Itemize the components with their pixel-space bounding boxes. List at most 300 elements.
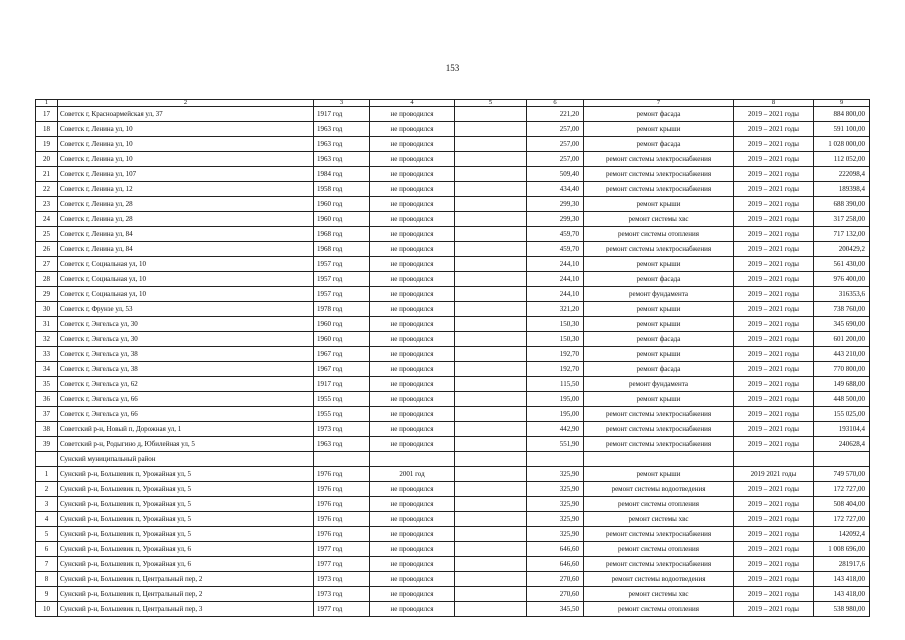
column-5-cell — [455, 422, 527, 437]
period-cell: 2019 – 2021 годы — [734, 602, 814, 617]
column-5-cell — [455, 287, 527, 302]
area-cell: 150,30 — [527, 317, 584, 332]
period-cell: 2019 – 2021 годы — [734, 227, 814, 242]
cost-cell: 443 210,00 — [814, 347, 870, 362]
work-type-cell: ремонт фасада — [584, 107, 734, 122]
table-row — [36, 467, 870, 482]
column-header: 5 — [455, 100, 527, 107]
area-cell: 244,10 — [527, 272, 584, 287]
last-repair-year-cell: не проводился — [370, 587, 455, 602]
year-built-cell: 1957 год — [314, 272, 370, 287]
area-cell: 270,60 — [527, 587, 584, 602]
year-built-cell: 1917 год — [314, 377, 370, 392]
table-row — [36, 392, 870, 407]
section-empty-cell — [455, 452, 527, 467]
last-repair-year-cell: не проводился — [370, 527, 455, 542]
period-cell: 2019 – 2021 годы — [734, 437, 814, 452]
cost-cell: 316353,6 — [814, 287, 870, 302]
section-row — [36, 452, 870, 467]
column-5-cell — [455, 332, 527, 347]
area-cell: 221,20 — [527, 107, 584, 122]
area-cell: 459,70 — [527, 242, 584, 257]
last-repair-year-cell: не проводился — [370, 302, 455, 317]
area-cell: 509,40 — [527, 167, 584, 182]
column-5-cell — [455, 347, 527, 362]
column-5-cell — [455, 572, 527, 587]
column-5-cell — [455, 392, 527, 407]
period-cell: 2019 – 2021 годы — [734, 197, 814, 212]
area-cell: 459,70 — [527, 227, 584, 242]
area-cell: 325,90 — [527, 467, 584, 482]
area-cell: 325,90 — [527, 482, 584, 497]
row-number-cell: 21 — [36, 167, 58, 182]
row-number-cell: 27 — [36, 257, 58, 272]
cost-cell: 738 760,00 — [814, 302, 870, 317]
area-cell: 646,60 — [527, 557, 584, 572]
period-cell: 2019 – 2021 годы — [734, 407, 814, 422]
last-repair-year-cell: не проводился — [370, 602, 455, 617]
row-number-cell: 17 — [36, 107, 58, 122]
row-number-cell: 39 — [36, 437, 58, 452]
address-cell: Сунский р-н, Большевик п, Урожайная ул, 5 — [58, 512, 314, 527]
address-cell: Советск г, Ленина ул, 28 — [58, 197, 314, 212]
cost-cell: 143 418,00 — [814, 587, 870, 602]
last-repair-year-cell: не проводился — [370, 422, 455, 437]
address-cell: Советск г, Социальная ул, 10 — [58, 272, 314, 287]
work-type-cell: ремонт системы водоотведения — [584, 482, 734, 497]
address-cell: Советский р-н, Новый п, Дорожная ул, 1 — [58, 422, 314, 437]
period-cell: 2019 – 2021 годы — [734, 152, 814, 167]
table-row — [36, 497, 870, 512]
address-cell: Советск г, Энгельса ул, 30 — [58, 317, 314, 332]
work-type-cell: ремонт крыши — [584, 197, 734, 212]
period-cell: 2019 – 2021 годы — [734, 362, 814, 377]
work-type-cell: ремонт системы электроснабжения — [584, 242, 734, 257]
year-built-cell: 1976 год — [314, 497, 370, 512]
section-empty-cell — [814, 452, 870, 467]
row-number-cell: 38 — [36, 422, 58, 437]
column-5-cell — [455, 482, 527, 497]
cost-cell: 317 258,00 — [814, 212, 870, 227]
address-cell: Сунский р-н, Большевик п, Центральный пер, 3 — [58, 602, 314, 617]
work-type-cell: ремонт системы электроснабжения — [584, 167, 734, 182]
cost-cell: 172 727,00 — [814, 482, 870, 497]
column-header: 4 — [370, 100, 455, 107]
cost-cell: 112 052,00 — [814, 152, 870, 167]
row-number-cell: 9 — [36, 587, 58, 602]
row-number-cell: 19 — [36, 137, 58, 152]
address-cell: Сунский р-н, Большевик п, Урожайная ул, 6 — [58, 542, 314, 557]
table-row — [36, 152, 870, 167]
table-row — [36, 587, 870, 602]
area-cell: 270,60 — [527, 572, 584, 587]
column-5-cell — [455, 272, 527, 287]
address-cell: Советск г, Социальная ул, 10 — [58, 287, 314, 302]
column-5-cell — [455, 122, 527, 137]
column-5-cell — [455, 152, 527, 167]
cost-cell: 538 980,00 — [814, 602, 870, 617]
work-type-cell: ремонт крыши — [584, 392, 734, 407]
work-type-cell: ремонт системы электроснабжения — [584, 422, 734, 437]
cost-cell: 770 800,00 — [814, 362, 870, 377]
column-5-cell — [455, 602, 527, 617]
address-cell: Советск г, Красноармейская ул, 37 — [58, 107, 314, 122]
table-row — [36, 227, 870, 242]
last-repair-year-cell: не проводился — [370, 542, 455, 557]
address-cell: Сунский р-н, Большевик п, Урожайная ул, 5 — [58, 497, 314, 512]
address-cell: Советск г, Фрунзе ул, 53 — [58, 302, 314, 317]
address-cell: Советск г, Ленина ул, 10 — [58, 137, 314, 152]
period-cell: 2019 – 2021 годы — [734, 347, 814, 362]
table-row — [36, 347, 870, 362]
table-row — [36, 257, 870, 272]
work-type-cell: ремонт крыши — [584, 317, 734, 332]
period-cell: 2019 – 2021 годы — [734, 122, 814, 137]
work-type-cell: ремонт фундамента — [584, 287, 734, 302]
year-built-cell: 1963 год — [314, 137, 370, 152]
period-cell: 2019 – 2021 годы — [734, 242, 814, 257]
year-built-cell: 1917 год — [314, 107, 370, 122]
row-number-cell: 35 — [36, 377, 58, 392]
work-type-cell: ремонт системы хвс — [584, 587, 734, 602]
year-built-cell: 1955 год — [314, 407, 370, 422]
period-cell: 2019 – 2021 годы — [734, 107, 814, 122]
year-built-cell: 1978 год — [314, 302, 370, 317]
section-number-cell — [36, 452, 58, 467]
table-row — [36, 542, 870, 557]
year-built-cell: 1977 год — [314, 542, 370, 557]
cost-cell: 193104,4 — [814, 422, 870, 437]
work-type-cell: ремонт крыши — [584, 467, 734, 482]
table-row — [36, 272, 870, 287]
cost-cell: 172 727,00 — [814, 512, 870, 527]
section-empty-cell — [370, 452, 455, 467]
address-cell: Советск г, Энгельса ул, 66 — [58, 392, 314, 407]
table-row — [36, 242, 870, 257]
column-5-cell — [455, 377, 527, 392]
period-cell: 2019 – 2021 годы — [734, 167, 814, 182]
year-built-cell: 1960 год — [314, 317, 370, 332]
last-repair-year-cell: не проводился — [370, 152, 455, 167]
column-5-cell — [455, 437, 527, 452]
row-number-cell: 25 — [36, 227, 58, 242]
address-cell: Сунский р-н, Большевик п, Урожайная ул, 5 — [58, 467, 314, 482]
housing-repair-table — [35, 99, 870, 617]
year-built-cell: 1957 год — [314, 287, 370, 302]
cost-cell: 591 100,00 — [814, 122, 870, 137]
year-built-cell: 1955 год — [314, 392, 370, 407]
period-cell: 2019 – 2021 годы — [734, 422, 814, 437]
area-cell: 321,20 — [527, 302, 584, 317]
last-repair-year-cell: не проводился — [370, 227, 455, 242]
section-empty-cell — [527, 452, 584, 467]
address-cell: Сунский р-н, Большевик п, Урожайная ул, 6 — [58, 557, 314, 572]
area-cell: 325,90 — [527, 527, 584, 542]
last-repair-year-cell: не проводился — [370, 377, 455, 392]
row-number-cell: 37 — [36, 407, 58, 422]
cost-cell: 601 200,00 — [814, 332, 870, 347]
work-type-cell: ремонт фундамента — [584, 377, 734, 392]
column-5-cell — [455, 212, 527, 227]
table-row — [36, 422, 870, 437]
last-repair-year-cell: не проводился — [370, 392, 455, 407]
row-number-cell: 4 — [36, 512, 58, 527]
column-header: 7 — [584, 100, 734, 107]
row-number-cell: 7 — [36, 557, 58, 572]
column-header-row — [36, 100, 870, 107]
cost-cell: 561 430,00 — [814, 257, 870, 272]
year-built-cell: 1977 год — [314, 557, 370, 572]
last-repair-year-cell: не проводился — [370, 167, 455, 182]
work-type-cell: ремонт системы электроснабжения — [584, 557, 734, 572]
last-repair-year-cell: не проводился — [370, 272, 455, 287]
column-5-cell — [455, 302, 527, 317]
table-row — [36, 212, 870, 227]
work-type-cell: ремонт фасада — [584, 137, 734, 152]
table-row — [36, 197, 870, 212]
row-number-cell: 30 — [36, 302, 58, 317]
table-row — [36, 332, 870, 347]
row-number-cell: 22 — [36, 182, 58, 197]
cost-cell: 345 690,00 — [814, 317, 870, 332]
last-repair-year-cell: не проводился — [370, 572, 455, 587]
table-row — [36, 557, 870, 572]
cost-cell: 149 688,00 — [814, 377, 870, 392]
last-repair-year-cell: 2001 год — [370, 467, 455, 482]
year-built-cell: 1960 год — [314, 197, 370, 212]
cost-cell: 884 800,00 — [814, 107, 870, 122]
area-cell: 325,90 — [527, 512, 584, 527]
table-row — [36, 482, 870, 497]
column-5-cell — [455, 227, 527, 242]
row-number-cell: 26 — [36, 242, 58, 257]
column-header: 8 — [734, 100, 814, 107]
year-built-cell: 1976 год — [314, 482, 370, 497]
cost-cell: 189398,4 — [814, 182, 870, 197]
cost-cell: 508 404,00 — [814, 497, 870, 512]
last-repair-year-cell: не проводился — [370, 257, 455, 272]
address-cell: Сунский р-н, Большевик п, Урожайная ул, 5 — [58, 482, 314, 497]
table-row — [36, 182, 870, 197]
section-empty-cell — [734, 452, 814, 467]
period-cell: 2019 – 2021 годы — [734, 287, 814, 302]
work-type-cell: ремонт системы водоотведения — [584, 572, 734, 587]
period-cell: 2019 – 2021 годы — [734, 332, 814, 347]
row-number-cell: 28 — [36, 272, 58, 287]
column-5-cell — [455, 257, 527, 272]
column-5-cell — [455, 167, 527, 182]
period-cell: 2019 2021 годы — [734, 467, 814, 482]
address-cell: Советск г, Ленина ул, 84 — [58, 227, 314, 242]
table-row — [36, 302, 870, 317]
area-cell: 150,30 — [527, 332, 584, 347]
table-row — [36, 167, 870, 182]
year-built-cell: 1958 год — [314, 182, 370, 197]
work-type-cell: ремонт крыши — [584, 122, 734, 137]
column-5-cell — [455, 137, 527, 152]
table-row — [36, 407, 870, 422]
period-cell: 2019 – 2021 годы — [734, 377, 814, 392]
last-repair-year-cell: не проводился — [370, 407, 455, 422]
last-repair-year-cell: не проводился — [370, 362, 455, 377]
area-cell: 442,90 — [527, 422, 584, 437]
column-5-cell — [455, 542, 527, 557]
section-title: Сунский муниципальный район — [58, 452, 314, 467]
last-repair-year-cell: не проводился — [370, 512, 455, 527]
table-row — [36, 437, 870, 452]
period-cell: 2019 – 2021 годы — [734, 302, 814, 317]
period-cell: 2019 – 2021 годы — [734, 482, 814, 497]
area-cell: 195,00 — [527, 392, 584, 407]
section-empty-cell — [584, 452, 734, 467]
column-5-cell — [455, 407, 527, 422]
address-cell: Советск г, Ленина ул, 10 — [58, 122, 314, 137]
work-type-cell: ремонт крыши — [584, 257, 734, 272]
year-built-cell: 1963 год — [314, 437, 370, 452]
year-built-cell: 1976 год — [314, 467, 370, 482]
last-repair-year-cell: не проводился — [370, 437, 455, 452]
address-cell: Советск г, Энгельса ул, 30 — [58, 332, 314, 347]
last-repair-year-cell: не проводился — [370, 122, 455, 137]
area-cell: 257,00 — [527, 152, 584, 167]
row-number-cell: 3 — [36, 497, 58, 512]
address-cell: Советск г, Ленина ул, 28 — [58, 212, 314, 227]
cost-cell: 142092,4 — [814, 527, 870, 542]
year-built-cell: 1963 год — [314, 152, 370, 167]
column-header: 6 — [527, 100, 584, 107]
area-cell: 195,00 — [527, 407, 584, 422]
period-cell: 2019 – 2021 годы — [734, 392, 814, 407]
area-cell: 192,70 — [527, 347, 584, 362]
table-row — [36, 602, 870, 617]
work-type-cell: ремонт системы электроснабжения — [584, 152, 734, 167]
cost-cell: 976 400,00 — [814, 272, 870, 287]
area-cell: 646,60 — [527, 542, 584, 557]
year-built-cell: 1968 год — [314, 227, 370, 242]
address-cell: Сунский р-н, Большевик п, Центральный пер, 2 — [58, 572, 314, 587]
address-cell: Советск г, Ленина ул, 10 — [58, 152, 314, 167]
year-built-cell: 1984 год — [314, 167, 370, 182]
area-cell: 115,50 — [527, 377, 584, 392]
work-type-cell: ремонт фасада — [584, 332, 734, 347]
address-cell: Советск г, Ленина ул, 84 — [58, 242, 314, 257]
period-cell: 2019 – 2021 годы — [734, 182, 814, 197]
column-header: 3 — [314, 100, 370, 107]
column-5-cell — [455, 497, 527, 512]
section-empty-cell — [314, 452, 370, 467]
area-cell: 244,10 — [527, 257, 584, 272]
work-type-cell: ремонт крыши — [584, 302, 734, 317]
year-built-cell: 1976 год — [314, 527, 370, 542]
period-cell: 2019 – 2021 годы — [734, 587, 814, 602]
row-number-cell: 23 — [36, 197, 58, 212]
work-type-cell: ремонт системы хвс — [584, 512, 734, 527]
row-number-cell: 18 — [36, 122, 58, 137]
row-number-cell: 8 — [36, 572, 58, 587]
cost-cell: 281917,6 — [814, 557, 870, 572]
area-cell: 192,70 — [527, 362, 584, 377]
area-cell: 257,00 — [527, 137, 584, 152]
column-header: 2 — [58, 100, 314, 107]
last-repair-year-cell: не проводился — [370, 242, 455, 257]
address-cell: Советск г, Ленина ул, 12 — [58, 182, 314, 197]
column-5-cell — [455, 467, 527, 482]
table-row — [36, 512, 870, 527]
cost-cell: 143 418,00 — [814, 572, 870, 587]
row-number-cell: 6 — [36, 542, 58, 557]
cost-cell: 749 570,00 — [814, 467, 870, 482]
cost-cell: 1 028 000,00 — [814, 137, 870, 152]
year-built-cell: 1960 год — [314, 332, 370, 347]
last-repair-year-cell: не проводился — [370, 497, 455, 512]
row-number-cell: 20 — [36, 152, 58, 167]
row-number-cell: 29 — [36, 287, 58, 302]
row-number-cell: 5 — [36, 527, 58, 542]
year-built-cell: 1963 год — [314, 122, 370, 137]
last-repair-year-cell: не проводился — [370, 557, 455, 572]
row-number-cell: 2 — [36, 482, 58, 497]
last-repair-year-cell: не проводился — [370, 137, 455, 152]
period-cell: 2019 – 2021 годы — [734, 137, 814, 152]
last-repair-year-cell: не проводился — [370, 107, 455, 122]
cost-cell: 448 500,00 — [814, 392, 870, 407]
area-cell: 325,90 — [527, 497, 584, 512]
period-cell: 2019 – 2021 годы — [734, 257, 814, 272]
table-row — [36, 122, 870, 137]
column-5-cell — [455, 242, 527, 257]
column-5-cell — [455, 512, 527, 527]
table-row — [36, 362, 870, 377]
year-built-cell: 1977 год — [314, 602, 370, 617]
last-repair-year-cell: не проводился — [370, 287, 455, 302]
area-cell: 299,30 — [527, 197, 584, 212]
row-number-cell: 33 — [36, 347, 58, 362]
column-5-cell — [455, 587, 527, 602]
work-type-cell: ремонт системы электроснабжения — [584, 407, 734, 422]
year-built-cell: 1957 год — [314, 257, 370, 272]
work-type-cell: ремонт крыши — [584, 347, 734, 362]
period-cell: 2019 – 2021 годы — [734, 542, 814, 557]
column-5-cell — [455, 557, 527, 572]
row-number-cell: 36 — [36, 392, 58, 407]
row-number-cell: 10 — [36, 602, 58, 617]
year-built-cell: 1967 год — [314, 347, 370, 362]
address-cell: Советск г, Энгельса ул, 38 — [58, 347, 314, 362]
column-5-cell — [455, 317, 527, 332]
work-type-cell: ремонт системы отопления — [584, 227, 734, 242]
area-cell: 244,10 — [527, 287, 584, 302]
area-cell: 551,90 — [527, 437, 584, 452]
period-cell: 2019 – 2021 годы — [734, 512, 814, 527]
last-repair-year-cell: не проводился — [370, 212, 455, 227]
area-cell: 345,50 — [527, 602, 584, 617]
work-type-cell: ремонт системы отопления — [584, 497, 734, 512]
table-row — [36, 317, 870, 332]
column-5-cell — [455, 107, 527, 122]
period-cell: 2019 – 2021 годы — [734, 497, 814, 512]
period-cell: 2019 – 2021 годы — [734, 527, 814, 542]
row-number-cell: 1 — [36, 467, 58, 482]
table-row — [36, 137, 870, 152]
last-repair-year-cell: не проводился — [370, 182, 455, 197]
last-repair-year-cell: не проводился — [370, 482, 455, 497]
row-number-cell: 31 — [36, 317, 58, 332]
cost-cell: 222098,4 — [814, 167, 870, 182]
period-cell: 2019 – 2021 годы — [734, 212, 814, 227]
cost-cell: 200429,2 — [814, 242, 870, 257]
area-cell: 299,30 — [527, 212, 584, 227]
page-number: 153 — [445, 63, 460, 73]
